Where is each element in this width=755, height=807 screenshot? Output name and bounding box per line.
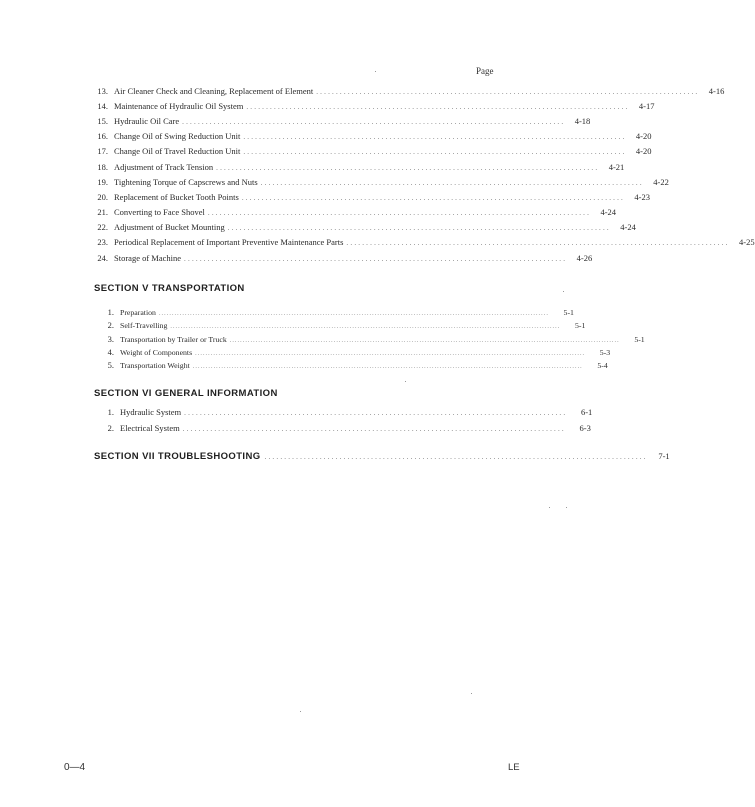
toc-entry[interactable] xyxy=(98,407,593,417)
section-vii-heading: SECTION VII TROUBLESHOOTING xyxy=(94,451,261,462)
dot-leader: ................................................................................................. xyxy=(243,133,627,141)
toc-title: Preparation xyxy=(120,308,156,317)
section-vii-entry[interactable] xyxy=(94,451,670,462)
dot-leader: ...................................................................................................................................................... xyxy=(192,364,583,370)
toc-title: Adjustment of Bucket Mounting xyxy=(114,222,225,232)
scan-speck xyxy=(375,71,376,72)
toc-title: Tightening Torque of Capscrews and Nuts xyxy=(114,177,258,187)
toc-title: Electrical System xyxy=(120,423,180,433)
toc-number: 3. xyxy=(107,334,114,344)
dot-leader: ...................................................................................................................................................... xyxy=(170,324,561,330)
dot-leader: ................................................................................................. xyxy=(182,425,566,433)
toc-number: 20. xyxy=(97,192,108,202)
toc-entry[interactable] xyxy=(92,146,652,156)
toc-entry[interactable] xyxy=(92,237,755,247)
toc-entry[interactable] xyxy=(92,207,617,217)
toc-entry[interactable] xyxy=(98,307,574,317)
dot-leader: ................................................................................................. xyxy=(184,255,568,263)
scan-speck xyxy=(549,507,550,508)
dot-leader: ................................................................................................. xyxy=(207,209,592,217)
toc-title: Hydraulic System xyxy=(120,407,182,417)
dot-leader: ...................................................................................................................................................... xyxy=(195,351,586,357)
toc-page: 4-20 xyxy=(635,131,652,141)
toc-number: 5. xyxy=(107,360,114,370)
toc-page: 5-1 xyxy=(634,335,645,344)
toc-page: 6-1 xyxy=(580,407,593,417)
toc-entry[interactable] xyxy=(98,360,608,370)
dot-leader: ................................................................................................. xyxy=(243,148,627,156)
toc-number: 4. xyxy=(107,347,114,357)
dot-leader: ................................................................................................. xyxy=(227,224,611,232)
toc-entry[interactable] xyxy=(98,347,611,357)
toc-title: Maintenance of Hydraulic Oil System xyxy=(114,101,244,111)
toc-page: 4-16 xyxy=(708,86,725,96)
toc-entry[interactable] xyxy=(98,320,586,330)
toc-title: Hydraulic Oil Care xyxy=(114,116,180,126)
toc-number: 16. xyxy=(97,131,108,141)
toc-entry[interactable] xyxy=(92,116,591,126)
dot-leader: ................................................................................................. xyxy=(241,194,625,202)
toc-number: 22. xyxy=(97,222,108,232)
toc-number: 24. xyxy=(97,253,108,263)
toc-page: 6-3 xyxy=(579,423,591,433)
toc-number: 15. xyxy=(97,116,108,126)
toc-page: 5-1 xyxy=(574,321,586,330)
dot-leader: ................................................................................................. xyxy=(246,103,630,111)
page-number: 0—4 xyxy=(64,762,86,773)
toc-page: 4-23 xyxy=(634,192,650,202)
toc-page: 4-21 xyxy=(608,162,625,172)
toc-page: 5-3 xyxy=(599,348,611,357)
dot-leader: ...................................................................................................................................................... xyxy=(158,311,549,317)
toc-title: Weight of Components xyxy=(120,348,193,357)
toc-title: Air Cleaner Check and Cleaning, Replacement of Element xyxy=(114,86,314,96)
toc-page: 5-1 xyxy=(563,308,574,317)
toc-page: 4-26 xyxy=(576,253,593,263)
scan-speck xyxy=(566,507,567,508)
dot-leader: ................................................................................................. xyxy=(184,409,568,417)
dot-leader: ................................................................................................. xyxy=(216,164,600,172)
toc-entry[interactable] xyxy=(92,131,652,141)
toc-title: Change Oil of Swing Reduction Unit xyxy=(114,131,241,141)
toc-entry[interactable] xyxy=(98,334,645,344)
toc-number: 17. xyxy=(97,146,108,156)
toc-title: Replacement of Bucket Tooth Points xyxy=(114,192,239,202)
toc-title: Converting to Face Shovel xyxy=(114,207,205,217)
toc-page: 7-1 xyxy=(658,451,670,461)
toc-page: 4-17 xyxy=(638,101,655,111)
toc-page: 4-24 xyxy=(620,222,636,232)
scan-speck xyxy=(563,291,564,292)
toc-number: 14. xyxy=(97,101,108,111)
footer-code: LE xyxy=(508,762,520,773)
toc-page: 5-4 xyxy=(597,361,608,370)
toc-page: 4-20 xyxy=(635,146,652,156)
dot-leader: ................................................................................................. xyxy=(182,118,566,126)
toc-entry[interactable] xyxy=(92,86,725,96)
toc-title: Self-Travelling xyxy=(120,321,168,330)
toc-page: 4-22 xyxy=(653,177,669,187)
toc-title: Change Oil of Travel Reduction Unit xyxy=(114,146,241,156)
toc-title: Periodical Replacement of Important Preventive Maintenance Parts xyxy=(114,237,344,247)
toc-number: 1. xyxy=(107,307,114,317)
section-vi-heading[interactable]: SECTION VI GENERAL INFORMATION xyxy=(94,388,278,399)
toc-title: Transportation by Trailer or Truck xyxy=(120,335,227,344)
scan-speck xyxy=(405,381,406,382)
page-header-label: Page xyxy=(476,66,494,76)
toc-number: 2. xyxy=(107,423,114,433)
toc-number: 19. xyxy=(97,177,108,187)
toc-number: 2. xyxy=(107,320,114,330)
toc-entry[interactable] xyxy=(92,253,593,263)
toc-entry[interactable] xyxy=(92,101,655,111)
toc-title: Adjustment of Track Tension xyxy=(114,162,214,172)
toc-page: 4-24 xyxy=(600,207,617,217)
dot-leader: ...................................................................................................................................................... xyxy=(229,338,620,344)
toc-number: 21. xyxy=(97,207,108,217)
toc-entry[interactable] xyxy=(92,162,625,172)
section-v-heading[interactable]: SECTION V TRANSPORTATION xyxy=(94,283,245,294)
dot-leader: ................................................................................................. xyxy=(260,179,644,187)
toc-title: Storage of Machine xyxy=(114,253,182,263)
scan-speck xyxy=(471,693,472,694)
toc-number: 13. xyxy=(97,86,108,96)
dot-leader: ................................................................................................. xyxy=(346,239,730,247)
toc-number: 23. xyxy=(97,237,108,247)
toc-entry[interactable] xyxy=(92,192,650,202)
toc-page: 4-18 xyxy=(574,116,591,126)
dot-leader: ................................................................................................. xyxy=(316,88,700,96)
toc-title: Transportation Weight xyxy=(120,361,190,370)
toc-entry[interactable] xyxy=(92,177,669,187)
dot-leader: ................................................................................................. xyxy=(264,453,648,461)
toc-number: 1. xyxy=(107,407,114,417)
toc-entry[interactable] xyxy=(98,423,591,433)
scan-speck xyxy=(300,711,301,712)
toc-number: 18. xyxy=(97,162,108,172)
toc-page: 4-25 xyxy=(738,237,755,247)
toc-entry[interactable] xyxy=(92,222,636,232)
